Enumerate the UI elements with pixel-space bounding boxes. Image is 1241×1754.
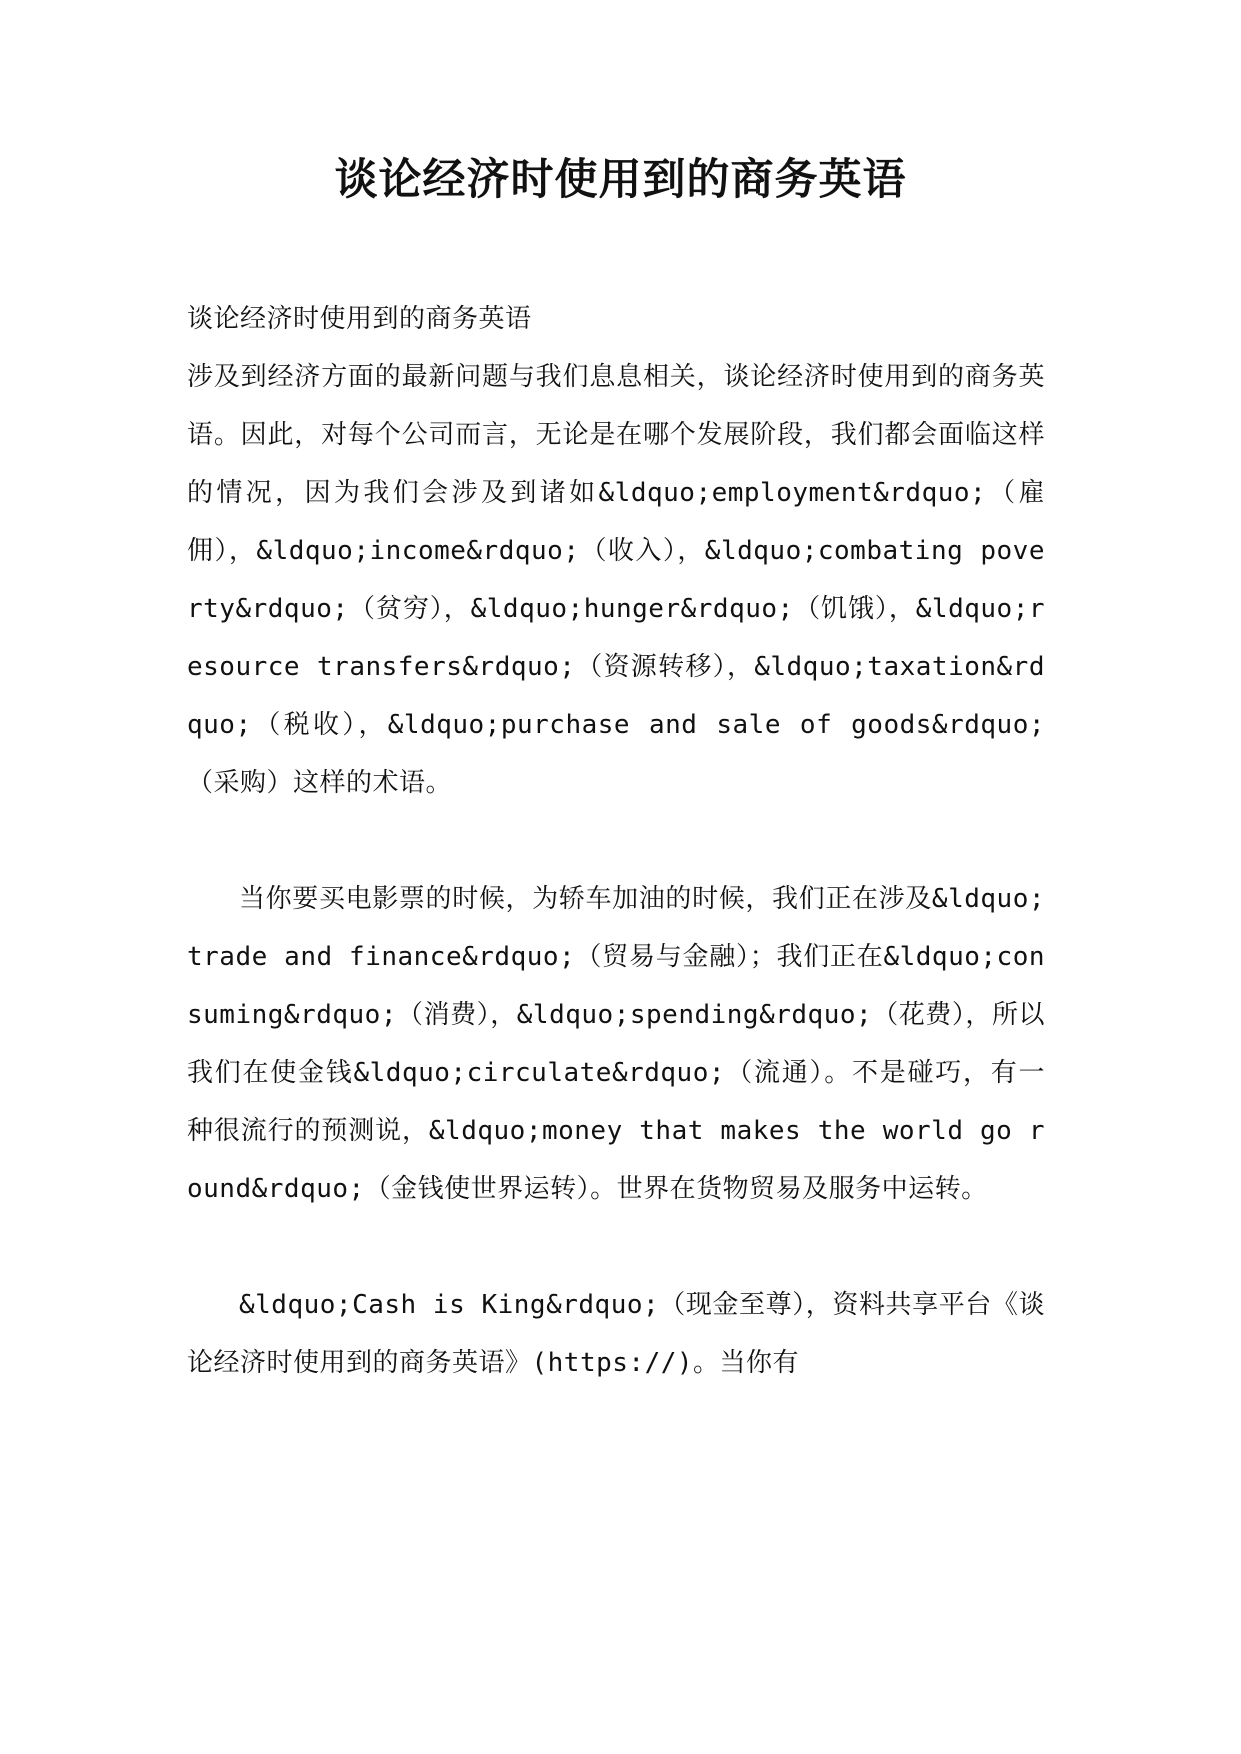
paragraph-3: &ldquo;Cash is King&rdquo;（现金至尊），资料共享平台《谈论经济时使用到的商务英语》(https://)。当你有: [187, 1290, 1045, 1378]
document-subtitle: 谈论经济时使用到的商务英语: [187, 304, 532, 334]
paragraph-1: 涉及到经济方面的最新问题与我们息息相关，谈论经济时使用到的商务英语。因此，对每个公司而言，无论是在哪个发展阶段，我们都会面临这样的情况，因为我们会涉及到诸如&ldquo;employment&rdquo;（雇佣），&ldquo;income&rdquo;（收入），&ldquo;combating poverty&rdquo;（贫穷），&ldquo;hunger&rdquo;（饥饿），&ldquo;resource transfers&rdquo;（资源转移），&ldquo;taxation&rdquo;（税收），&ldquo;purchase and sale of goods&rdquo;（采购）这样的术语。: [187, 362, 1045, 798]
document-title: 谈论经济时使用到的商务英语: [334, 155, 907, 205]
paragraph-2: 当你要买电影票的时候，为轿车加油的时候，我们正在涉及&ldquo;trade and finance&rdquo;（贸易与金融）；我们正在&ldquo;consuming&rdquo;（消费），&ldquo;spending&rdquo;（花费），所以我们在使金钱&ldquo;circulate&rdquo;（流通）。不是碰巧，有一种很流行的预测说，&ldquo;money that makes the world go round&rdquo;（金钱使世界运转）。世界在货物贸易及服务中运转。: [187, 884, 1045, 1204]
document-body: [187, 290, 1045, 1392]
